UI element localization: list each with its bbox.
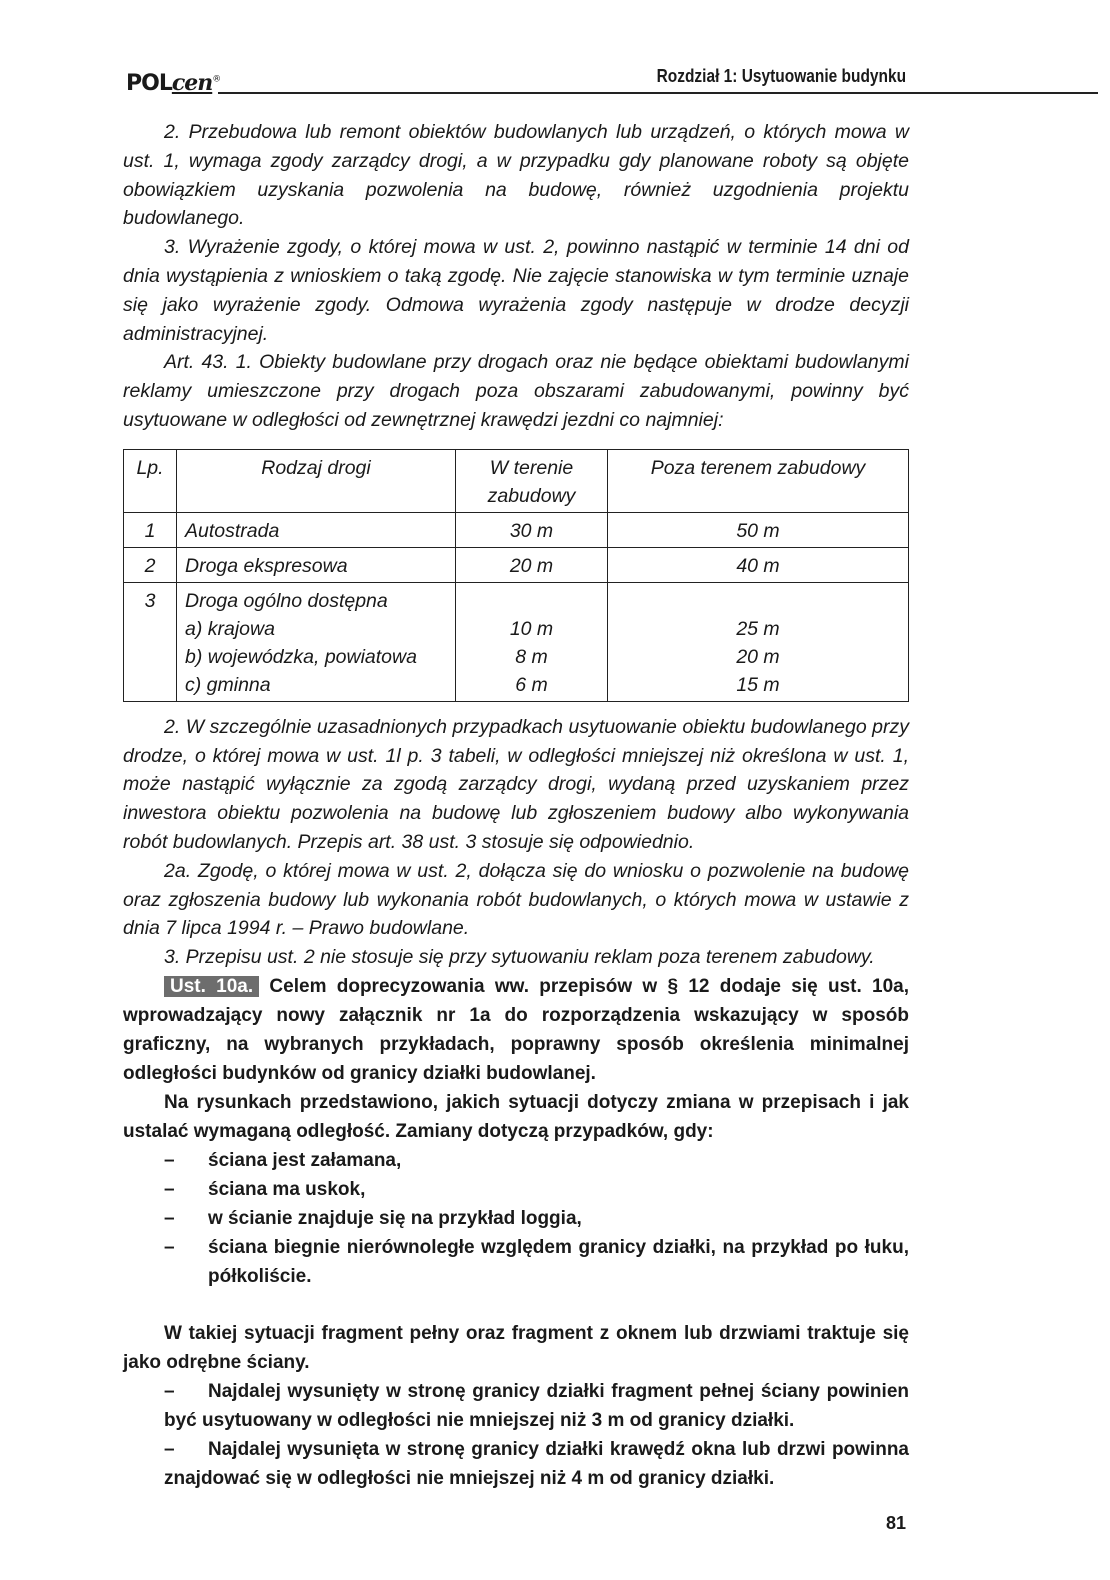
sub-out-town: 20 m [736,645,780,668]
table-header-row [124,449,909,512]
page-number: 81 [886,1513,907,1533]
dash-bullet: – [164,1207,175,1229]
dash-bullet: – [164,1438,175,1460]
list-item [123,1146,909,1175]
page-content [123,118,909,1493]
list-item [123,1204,909,1233]
dash-bullet: – [164,1236,175,1258]
table-row [124,582,909,701]
header-lp: Lp. [124,449,177,512]
polcen-logo [126,70,220,96]
cell-lp: 2 [124,547,177,582]
cell-lp: 1 [124,512,177,547]
sub-in-town: 8 m [515,645,548,668]
list-item [123,1175,909,1204]
road-sub: a) krajowa [185,617,275,640]
dash-bullet: – [164,1149,175,1171]
ust-10a-text: Celem doprecyzowania ww. przepisów w § 12 dodaje się ust. 10a, wprowadzający nowy załącznik nr 1a do rozporządzenia wskazujący w sposób graficzny, na wybranych przykładach, poprawny sposób określenia minimalnej odległości budynków od granicy działki budowlanej. [123,975,909,1084]
case-text: ściana jest załamana, [208,1149,402,1171]
cell-road: Autostrada [177,512,456,547]
paragraph-uzasadnione-przypadki: 2. W szczególnie uzasadnionych przypadkach usytuowanie obiektu budowlanego przy drodze, o której mowa w ust. 1l p. 3 tabeli, w odległości mniejszej niż określona w ust. 1, może nastąpić wyłącznie za zgodą zarządcy drogi, wydaną przed uzyskaniem przez inwestora obiektu pozwolenia na budowę lub zgłoszeniem budowy albo wykonywania robót budowlanych. Przepis art. 38 ust. 3 stosuje się odpowiednio. [123,715,909,853]
header-poza-terenem: Poza terenem zabudowy [608,449,909,512]
ust-10a-tag: Ust. 10a. [164,976,259,997]
cell-in-town [456,582,608,701]
logo-pol-text: POL [126,71,172,96]
road-category: Droga ogólno dostępna [185,589,388,612]
road-sub: c) gminna [185,673,271,696]
case-text: ściana ma uskok, [208,1178,366,1200]
cell-in-town: 30 m [456,512,608,547]
cell-out-town: 50 m [608,512,909,547]
table-row [124,547,909,582]
sub-out-town: 25 m [736,617,780,640]
cases-list [123,1146,909,1291]
rules-list [123,1377,909,1493]
list-item [123,1233,909,1291]
road-sub: b) wojewódzka, powiatowa [185,645,417,668]
header-rule [218,92,1098,94]
rule-text: Najdalej wysunięta w stronę granicy działki krawędź okna lub drzwi powinna znajdować się w odległości nie mniejszej niż 4 m od granicy działki. [164,1438,909,1489]
paragraph-przebudowa: 2. Przebudowa lub remont obiektów budowlanych lub urządzeń, o których mowa w ust. 1, wymaga zgody zarządcy drogi, a w przypadku gdy planowane roboty są objęte obowiązkiem uzyskania pozwolenia na budowę, również uzgodnienia projektu budowlanego. [123,121,909,230]
paragraph-wyrazenie-zgody: 3. Wyrażenie zgody, o której mowa w ust. 2, powinno nastąpić w terminie 14 dni od dnia wystąpienia z wnioskiem o taką zgodę. Nie zajęcie stanowiska w tym terminie uznaje się jako wyrażenie zgody. Odmowa wyrażenia zgody następuje w drodze decyzji administracyjnej. [123,236,909,345]
paragraph-3-reklamy: 3. Przepisu ust. 2 nie stosuje się przy sytuowaniu reklam poza terenem zabudowy. [164,946,875,969]
sub-out-town: 15 m [736,673,780,696]
paragraph-odrebne-sciany: W takiej sytuacji fragment pełny oraz fragment z oknem lub drzwiami traktuje się jako odrębne ściany. [123,1322,909,1373]
table-row [124,512,909,547]
logo-cen-text: cen [171,70,213,96]
case-text: w ścianie znajduje się na przykład loggia, [208,1207,582,1229]
distance-table [123,449,909,702]
header-rodzaj-drogi: Rodzaj drogi [177,449,456,512]
sub-in-town: 10 m [509,617,554,640]
rule-text: Najdalej wysunięty w stronę granicy działki fragment pełnej ściany powinien być usytuowany w odległości nie mniejszej niż 3 m od granicy działki. [164,1380,909,1431]
page-header [126,64,1098,98]
cell-out-town: 40 m [608,547,909,582]
cell-lp: 3 [124,582,177,701]
cell-road: Droga ekspresowa [177,547,456,582]
cell-road [177,582,456,701]
dash-bullet: – [164,1178,175,1200]
sub-in-town: 6 m [515,673,548,696]
cell-in-town: 20 m [456,547,608,582]
header-w-terenie: W terenie zabudowy [456,449,608,512]
case-text: ściana biegnie nierównoległe względem granicy działki, na przykład po łuku, półkoliście. [208,1236,909,1287]
dash-bullet: – [164,1380,175,1402]
paragraph-rysunki: Na rysunkach przedstawiono, jakich sytuacji dotyczy zmiana w przepisach i jak ustalać wymaganą odległość. Zamiany dotyczą przypadków, gdy: [123,1091,909,1142]
logo-registered-mark: ® [212,74,221,85]
list-item [123,1435,909,1493]
paragraph-2a: 2a. Zgodę, o której mowa w ust. 2, dołącza się do wniosku o pozwolenie na budowę oraz zgłoszenia budowy lub wykonania robót budowlanych, o których mowa w ustawie z dnia 7 lipca 1994 r. – Prawo budowlane. [123,859,909,940]
list-item [123,1377,909,1435]
paragraph-art-43: Art. 43. 1. Obiekty budowlane przy drogach oraz nie będące obiektami budowlanymi reklamy umieszczone przy drogach poza obszarami zabudowanymi, powinny być usytuowane w odległości od zewnętrznej krawędzi jezdni co najmniej: [123,351,909,431]
cell-out-town [608,582,909,701]
paragraph-ust-10a [123,972,909,1088]
chapter-title: Rozdział 1: Usytuowanie budynku [656,66,906,86]
